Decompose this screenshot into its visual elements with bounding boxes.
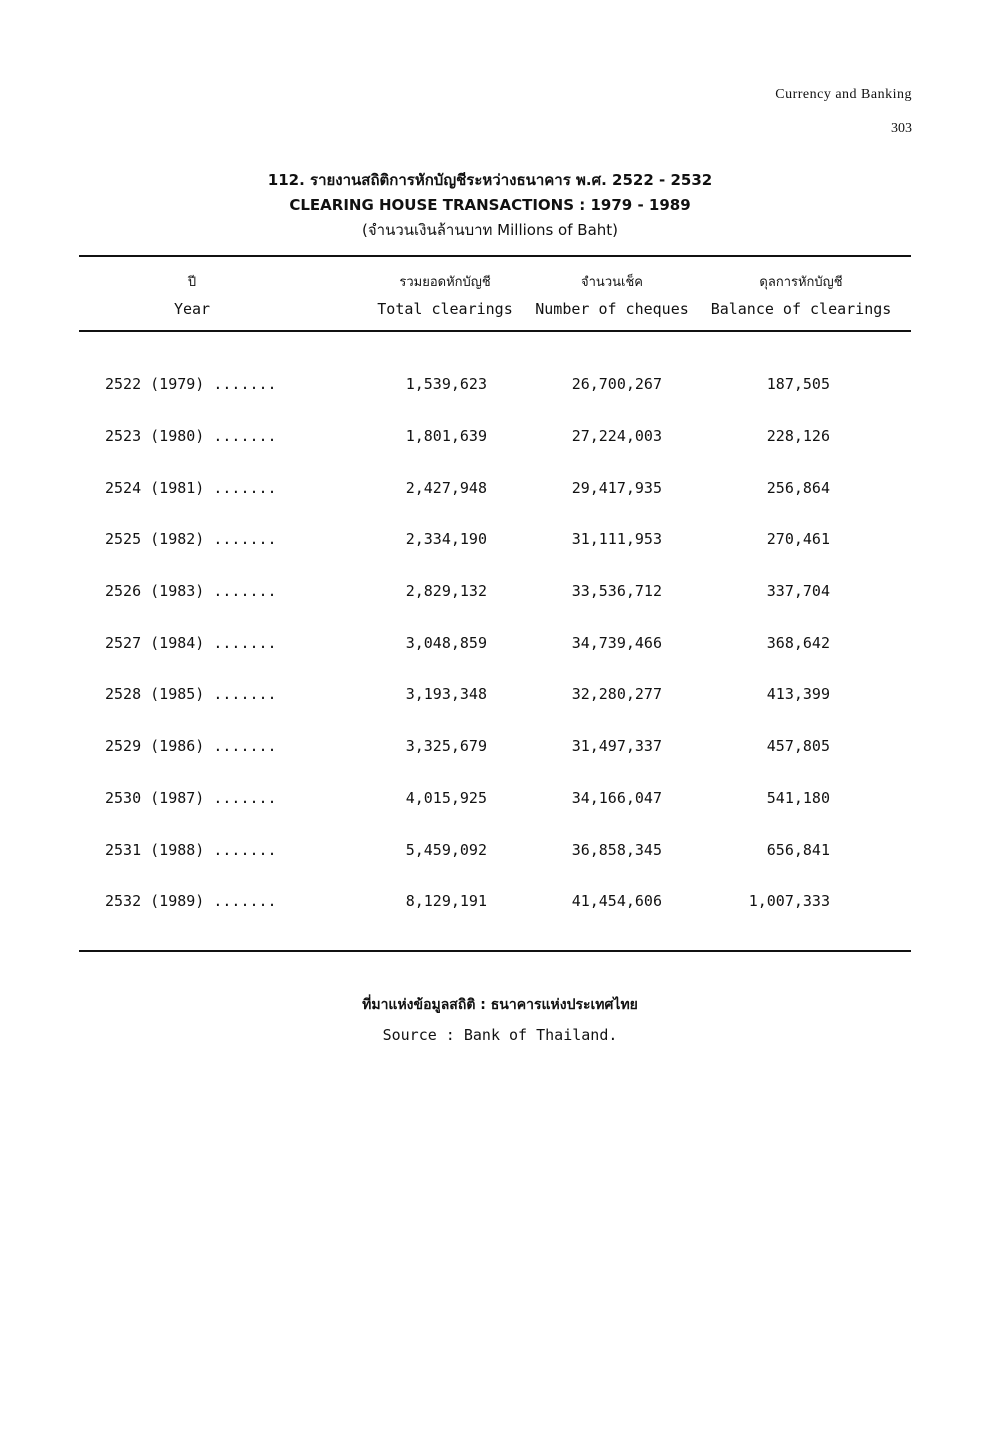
number-of-cheques-cell: 26,700,267: [571, 375, 662, 393]
column-header-thai: จำนวนเช็ค: [581, 275, 643, 290]
total-clearings-cell: 3,048,859: [405, 634, 487, 652]
table-row: [0, 786, 990, 810]
table-row: [0, 734, 990, 758]
total-clearings-cell: 4,015,925: [405, 789, 487, 807]
year-cell: 2527 (1984) .......: [105, 634, 277, 652]
total-clearings-cell: 8,129,191: [405, 892, 487, 910]
year-cell: 2522 (1979) .......: [105, 375, 277, 393]
balance-of-clearings-cell: 368,642: [766, 634, 830, 652]
total-clearings-cell: 3,193,348: [405, 685, 487, 703]
balance-of-clearings-cell: 457,805: [766, 737, 830, 755]
number-of-cheques-cell: 36,858,345: [571, 841, 662, 859]
year-cell: 2525 (1982) .......: [105, 530, 277, 548]
page-number: 303: [891, 121, 912, 136]
table-row: [0, 579, 990, 603]
year-cell: 2531 (1988) .......: [105, 841, 277, 859]
table-row: [0, 372, 990, 396]
column-header-thai: ปี: [187, 275, 197, 290]
source-note: [320, 990, 680, 1050]
table-top-rule: [79, 255, 911, 257]
balance-of-clearings-cell: 228,126: [766, 427, 830, 445]
total-clearings-cell: 2,427,948: [405, 479, 487, 497]
column-header-english: Year: [173, 300, 211, 318]
total-clearings-cell: 2,334,190: [405, 530, 487, 548]
number-of-cheques-cell: 32,280,277: [571, 685, 662, 703]
table-row: [0, 476, 990, 500]
header-bottom-rule: [79, 330, 911, 332]
column-header-english: Number of cheques: [535, 300, 689, 318]
column-header-english: Balance of clearings: [710, 300, 892, 318]
title-english: CLEARING HOUSE TRANSACTIONS : 1979 - 1989: [289, 196, 691, 214]
balance-of-clearings-cell: 541,180: [766, 789, 830, 807]
balance-of-clearings-cell: 656,841: [766, 841, 830, 859]
table-row: [0, 631, 990, 655]
year-cell: 2530 (1987) .......: [105, 789, 277, 807]
table-bottom-rule: [79, 950, 911, 952]
number-of-cheques-cell: 31,111,953: [571, 530, 662, 548]
table-row: [0, 527, 990, 551]
number-of-cheques-cell: 41,454,606: [571, 892, 662, 910]
total-clearings-cell: 2,829,132: [405, 582, 487, 600]
balance-of-clearings-cell: 1,007,333: [748, 892, 830, 910]
number-of-cheques-cell: 34,166,047: [571, 789, 662, 807]
year-cell: 2523 (1980) .......: [105, 427, 277, 445]
number-of-cheques-cell: 31,497,337: [571, 737, 662, 755]
column-header-thai: รวมยอดหักบัญชี: [399, 275, 491, 290]
column-header-english: Total clearings: [377, 300, 513, 318]
number-of-cheques-cell: 27,224,003: [571, 427, 662, 445]
year-cell: 2532 (1989) .......: [105, 892, 277, 910]
total-clearings-cell: 1,539,623: [405, 375, 487, 393]
number-of-cheques-cell: 33,536,712: [571, 582, 662, 600]
balance-of-clearings-cell: 413,399: [766, 685, 830, 703]
running-head: Currency and Banking: [775, 87, 912, 102]
table-row: [0, 889, 990, 913]
column-header-thai: ดุลการหักบัญชี: [759, 275, 843, 290]
column-header-year: [150, 270, 234, 322]
number-of-cheques-cell: 29,417,935: [571, 479, 662, 497]
title-thai: 112. รายงานสถิติการหักบัญชีระหว่างธนาคาร พ.ศ. 2522 - 2532: [267, 171, 713, 189]
units-note: (จำนวนเงินล้านบาท Millions of Baht): [362, 221, 618, 239]
table-row: [0, 838, 990, 862]
total-clearings-cell: 5,459,092: [405, 841, 487, 859]
total-clearings-cell: 3,325,679: [405, 737, 487, 755]
year-cell: 2529 (1986) .......: [105, 737, 277, 755]
column-header-total-clearings: [360, 270, 530, 322]
source-english: Source : Bank of Thailand.: [382, 1026, 618, 1044]
table-row: [0, 682, 990, 706]
year-cell: 2526 (1983) .......: [105, 582, 277, 600]
year-cell: 2524 (1981) .......: [105, 479, 277, 497]
year-cell: 2528 (1985) .......: [105, 685, 277, 703]
total-clearings-cell: 1,801,639: [405, 427, 487, 445]
source-thai: ที่มาแห่งข้อมูลสถิติ : ธนาคารแห่งประเทศไทย: [362, 997, 638, 1013]
balance-of-clearings-cell: 187,505: [766, 375, 830, 393]
column-header-number-of-cheques: [528, 270, 696, 322]
column-header-balance-of-clearings: [700, 270, 902, 322]
balance-of-clearings-cell: 256,864: [766, 479, 830, 497]
balance-of-clearings-cell: 270,461: [766, 530, 830, 548]
table-title: [180, 168, 800, 243]
balance-of-clearings-cell: 337,704: [766, 582, 830, 600]
table-row: [0, 424, 990, 448]
number-of-cheques-cell: 34,739,466: [571, 634, 662, 652]
